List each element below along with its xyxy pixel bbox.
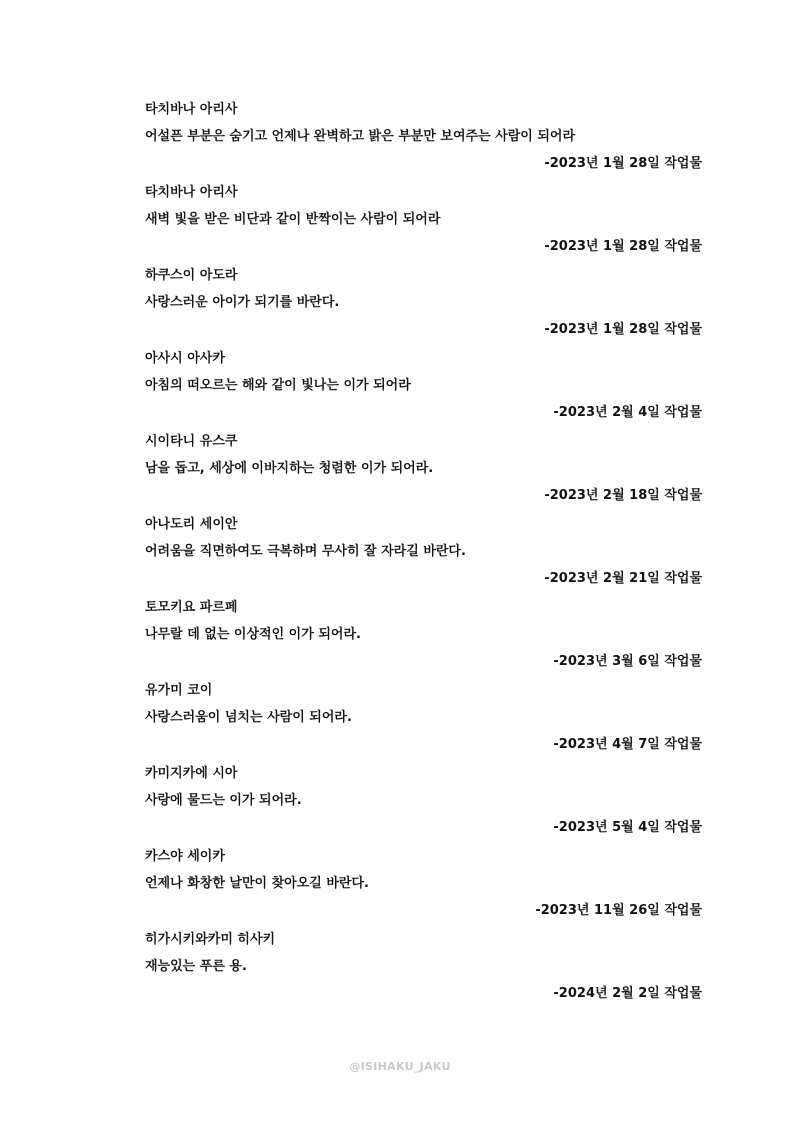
entry-date: -2023년 2월 21일 작업물 [544, 571, 702, 586]
entry-name: 하쿠스이 아도라 [145, 268, 238, 283]
entry-wish: 재능있는 푸른 용. [145, 959, 247, 974]
entry [0, 184, 800, 267]
entry-wish: 새벽 빛을 받은 비단과 같이 반짝이는 사람이 되어라 [145, 212, 441, 227]
entry-date: -2023년 11월 26일 작업물 [535, 903, 702, 918]
entry-date: -2023년 2월 18일 작업물 [544, 488, 702, 503]
entry-name: 토모키요 파르페 [145, 600, 238, 615]
entry-wish: 아침의 떠오르는 해와 같이 빛나는 이가 되어라 [145, 378, 411, 393]
entry-date: -2023년 5월 4일 작업물 [553, 820, 702, 835]
entry-name: 카미지카에 시아 [145, 766, 238, 781]
entry-wish: 사랑에 물드는 이가 되어라. [145, 793, 302, 808]
entry-date: -2023년 1월 28일 작업물 [544, 322, 702, 337]
entry-name: 아사시 아사카 [145, 351, 225, 366]
entry-date: -2023년 1월 28일 작업물 [544, 156, 702, 171]
entry-date: -2023년 2월 4일 작업물 [553, 405, 702, 420]
entry [0, 433, 800, 516]
entry-wish: 어설픈 부분은 숨기고 언제나 완벽하고 밝은 부분만 보여주는 사람이 되어라 [145, 129, 576, 144]
entry-name: 유가미 코이 [145, 683, 213, 698]
entry-date: -2023년 3월 6일 작업물 [553, 654, 702, 669]
entry-wish: 남을 돕고, 세상에 이바지하는 청렴한 이가 되어라. [145, 461, 434, 476]
entry-date: -2023년 4월 7일 작업물 [553, 737, 702, 752]
entry-date: -2023년 1월 28일 작업물 [544, 239, 702, 254]
entry-wish: 나무랄 데 없는 이상적인 이가 되어라. [145, 627, 361, 642]
entry [0, 848, 800, 931]
entry-name: 카스야 세이카 [145, 849, 225, 864]
entry [0, 682, 800, 765]
entry-date: -2024년 2월 2일 작업물 [553, 986, 702, 1001]
entry [0, 516, 800, 599]
entry-name: 아나도리 세이안 [145, 517, 238, 532]
entry [0, 350, 800, 433]
entry-name: 타치바나 아리사 [145, 102, 238, 117]
entry [0, 599, 800, 682]
entry-name: 시이타니 유스쿠 [145, 434, 238, 449]
entry-name: 히가시키와카미 히사키 [145, 932, 276, 947]
entry-wish: 사랑스러움이 넘치는 사람이 되어라. [145, 710, 352, 725]
entry-wish: 사랑스러운 아이가 되기를 바란다. [145, 295, 340, 310]
entry-wish: 어려움을 직면하여도 극복하며 무사히 잘 자라길 바란다. [145, 544, 466, 559]
entry [0, 267, 800, 350]
entry [0, 101, 800, 184]
entry-name: 타치바나 아리사 [145, 185, 238, 200]
entry [0, 931, 800, 1014]
entry [0, 765, 800, 848]
watermark: @ISIHAKU_JAKU [349, 1060, 451, 1073]
entry-wish: 언제나 화창한 날만이 찾아오길 바란다. [145, 876, 369, 891]
